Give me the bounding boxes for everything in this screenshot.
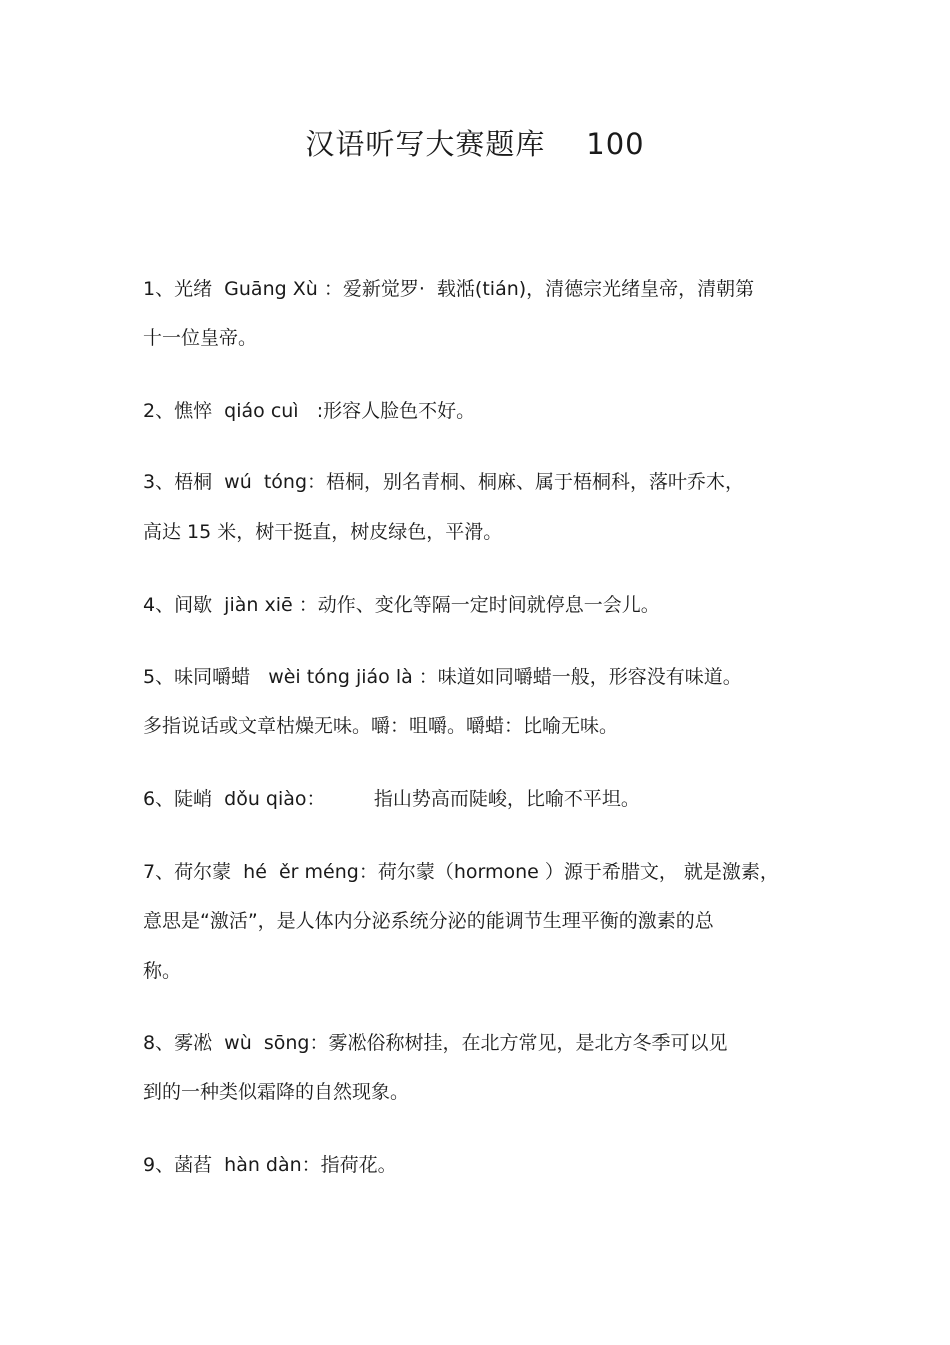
entry-6-line-1: 6、陡峭 dǒu qiào： 指山势高而陡峻，比喻不平坦。: [143, 788, 640, 810]
entry-8-line-2: 到的一种类似霜降的自然现象。: [143, 1081, 410, 1103]
entry-3-line-2: 高达 15 米，树干挺直，树皮绿色，平滑。: [143, 521, 503, 543]
entry-5-line-1: 5、味同嚼蜡 wèi tóng jiáo là ：味道如同嚼蜡一般，形容没有味道。: [143, 666, 742, 688]
entry-1-line-1: 1、光绪 Guāng Xù ：爱新觉罗· 载湉(tián)，清德宗光绪皇帝，清朝第: [143, 278, 755, 300]
entry-2-line-1: 2、憔悴 qiáo cuì :形容人脸色不好。: [143, 400, 476, 422]
entry-3-line-1: 3、梧桐 wú tóng：梧桐，别名青桐、桐麻、属于梧桐科，落叶乔木，: [143, 471, 745, 493]
entry-9-line-1: 9、菡萏 hàn dàn：指荷花。: [143, 1154, 397, 1176]
entry-7-line-1: 7、荷尔蒙 hé ěr méng：荷尔蒙（hormone ）源于希腊文， 就是激素，: [143, 861, 779, 883]
entry-7-line-2: 意思是“激活”，是人体内分泌系统分泌的能调节生理平衡的激素的总: [143, 910, 714, 932]
entry-7-line-3: 称。: [143, 960, 182, 982]
entry-8-line-1: 8、雾凇 wù sōng：雾凇俗称树挂，在北方常见，是北方冬季可以见: [143, 1032, 728, 1054]
entry-5-line-2: 多指说话或文章枯燥无味。嚼：咀嚼。嚼蜡：比喻无味。: [143, 715, 619, 737]
entry-4-line-1: 4、间歇 jiàn xiē ：动作、变化等隔一定时间就停息一会儿。: [143, 594, 660, 616]
entry-1-line-2: 十一位皇帝。: [143, 327, 258, 349]
document-title: 汉语听写大赛题库 100: [305, 127, 645, 161]
